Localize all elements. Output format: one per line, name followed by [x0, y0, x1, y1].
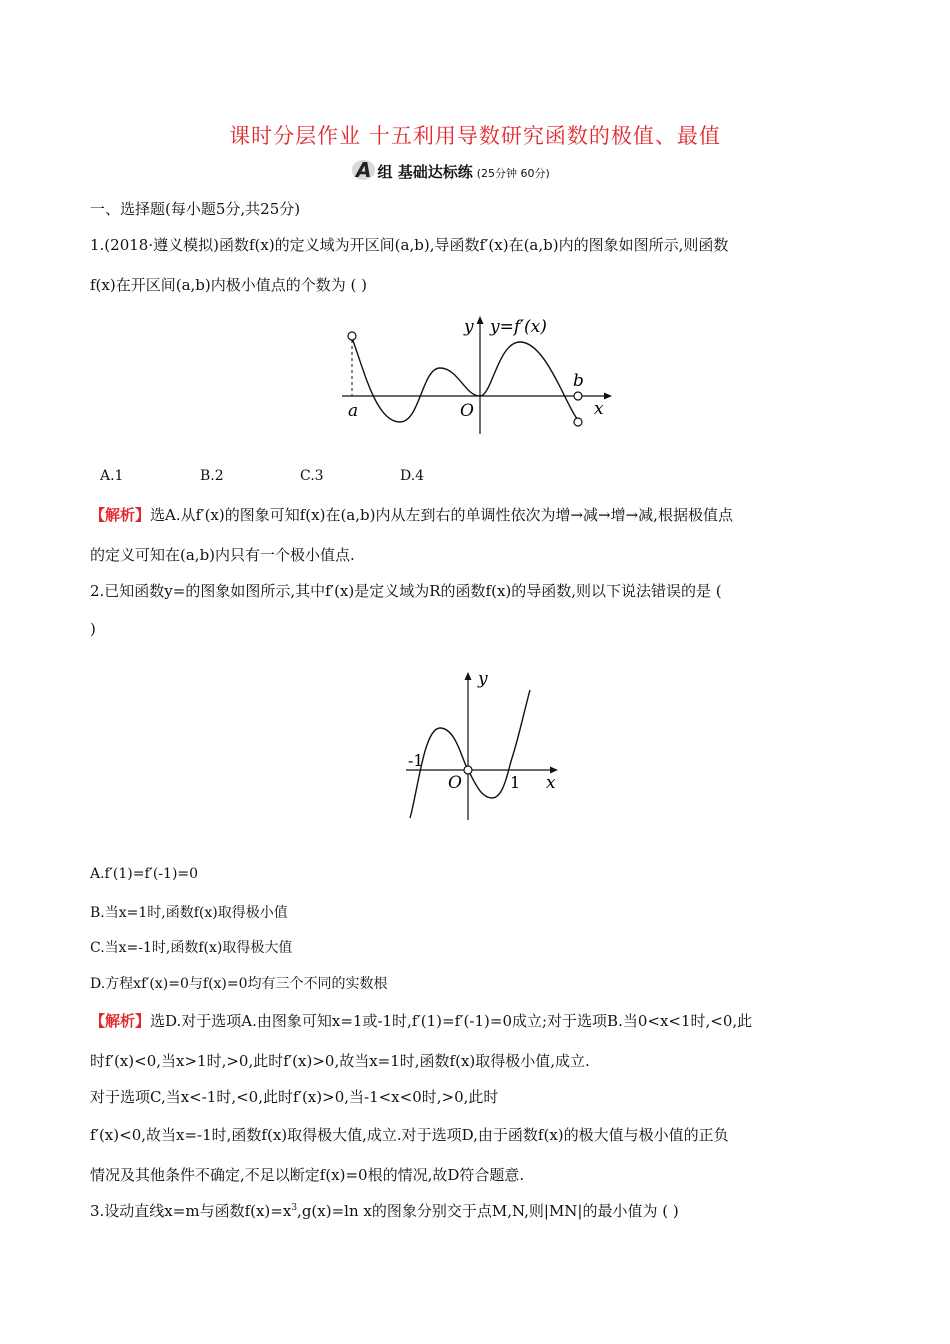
q2-label-neg1: -1 — [408, 751, 424, 770]
q1-option-b[interactable]: B.2 — [200, 468, 224, 484]
q1-label-a: a — [348, 401, 359, 421]
q2-answer-line1 — [90, 1010, 752, 1031]
q1-answer-line1 — [90, 504, 733, 525]
group-header — [352, 160, 550, 182]
q2-answer-line2: 时f′(x)<0,当x>1时,>0,此时f′(x)>0,故当x=1时,函数f(x)取得极小值,成立. — [90, 1052, 590, 1070]
q1-label-fname: y=f′(x) — [490, 317, 547, 337]
q3-text-a: 3.设动直线x=m与函数f(x)=x — [90, 1202, 292, 1220]
section-heading: 一、选择题(每小题5分,共25分) — [90, 200, 301, 218]
q2-answer-line5: 情况及其他条件不确定,不足以断定f(x)=0根的情况,故D符合题意. — [90, 1166, 525, 1184]
q1-open-point-a — [348, 332, 356, 340]
q2-option-d[interactable]: D.方程xf′(x)=0与f(x)=0均有三个不同的实数根 — [90, 976, 388, 992]
q2-label-y: y — [478, 669, 488, 689]
q1-x-arrow — [604, 393, 612, 400]
q2-label-1: 1 — [510, 773, 521, 792]
q1-derivative-graph — [330, 310, 620, 450]
q2-label-O: O — [448, 773, 462, 793]
q3-line — [90, 1200, 679, 1221]
q1-open-point-b — [574, 392, 582, 400]
q1-option-a[interactable]: A.1 — [100, 468, 124, 484]
group-label: 组 基础达标练 — [377, 163, 473, 181]
q1-line2: f(x)在开区间(a,b)内极小值点的个数为 ( ) — [90, 276, 367, 294]
q2-line2: ) — [90, 620, 96, 638]
q1-answer-tag: 【解析】 — [90, 506, 151, 524]
q1-label-y: y — [464, 317, 474, 337]
q1-label-b: b — [573, 371, 584, 391]
q2-option-a[interactable]: A.f′(1)=f′(-1)=0 — [90, 866, 199, 882]
q2-y-arrow — [465, 672, 472, 680]
q2-curve — [410, 690, 530, 818]
q2-option-c[interactable]: C.当x=-1时,函数f(x)取得极大值 — [90, 940, 293, 956]
q2-answer-line4: f′(x)<0,故当x=-1时,函数f(x)取得极大值,成立.对于选项D,由于函数f(x)的极大值与极小值的正负 — [90, 1126, 729, 1144]
q2-label-x: x — [546, 773, 556, 793]
q3-superscript: 3 — [291, 1203, 298, 1213]
q2-open-point-origin — [464, 766, 472, 774]
q2-answer-text1: 选D.对于选项A.由图象可知x=1或-1时,f′(1)=f′(-1)=0成立;对于选项B.当0<x<1时,<0,此 — [150, 1012, 753, 1030]
q1-line1: 1.(2018·遵义模拟)函数f(x)的定义域为开区间(a,b),导函数f′(x)在(a,b)内的图象如图所示,则函数 — [90, 236, 729, 254]
q2-line1: 2.已知函数y=的图象如图所示,其中f′(x)是定义域为R的函数f(x)的导函数,则以下说法错误的是 ( — [90, 582, 722, 600]
group-time: (25分钟 60分) — [476, 167, 550, 180]
q2-graph — [400, 662, 570, 824]
q1-option-d[interactable]: D.4 — [400, 468, 425, 484]
page-title: 课时分层作业 十五利用导数研究函数的极值、最值 — [229, 124, 721, 148]
q1-label-x: x — [594, 399, 604, 419]
q2-answer-line3: 对于选项C,当x<-1时,<0,此时f′(x)>0,当-1<x<0时,>0,此时 — [90, 1088, 499, 1106]
q1-open-point-end — [574, 418, 582, 426]
q2-option-b[interactable]: B.当x=1时,函数f(x)取得极小值 — [90, 905, 288, 921]
q2-answer-tag: 【解析】 — [90, 1012, 151, 1030]
q1-answer-text1: 选A.从f′(x)的图象可知f(x)在(a,b)内从左到右的单调性依次为增→减→增→减,根据极值点 — [150, 506, 733, 524]
q1-option-c[interactable]: C.3 — [300, 468, 324, 484]
q3-text-b: ,g(x)=ln x的图象分别交于点M,N,则|MN|的最小值为 ( ) — [297, 1202, 679, 1220]
q1-y-arrow — [477, 316, 484, 324]
q1-label-O: O — [460, 401, 474, 421]
q1-answer-line2: 的定义可知在(a,b)内只有一个极小值点. — [90, 546, 355, 564]
group-badge: A — [352, 160, 375, 180]
